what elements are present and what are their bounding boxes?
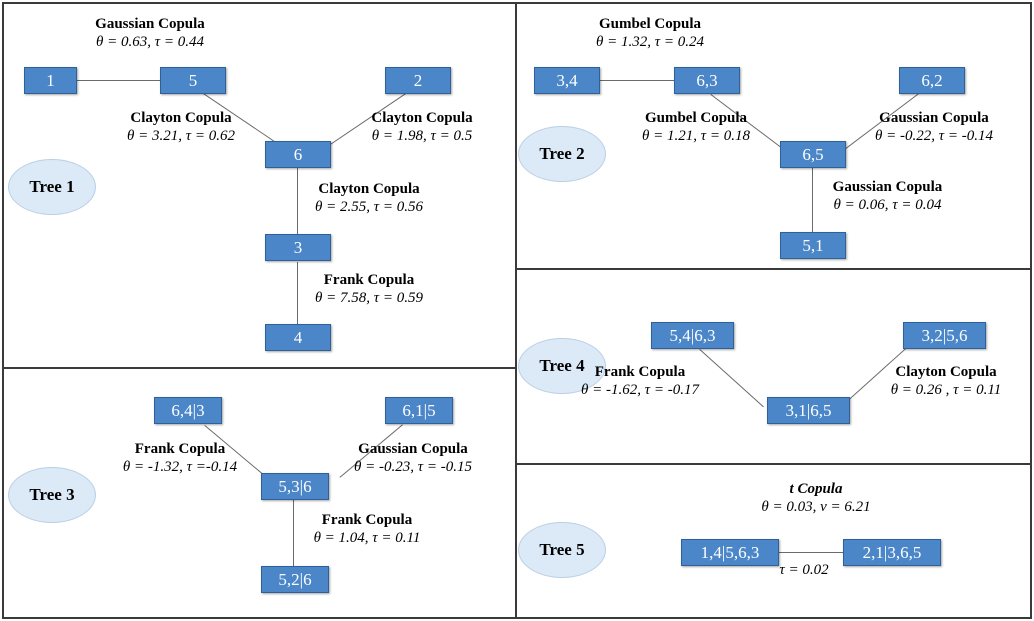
tree1-label-clayton-mid-title: Clayton Copula [318,181,420,197]
tree2-node-3-4[interactable]: 3,4 [534,67,600,94]
tree2-label-gaussian-mid-title: Gaussian Copula [832,179,943,195]
divider-left-horizontal [2,367,517,369]
tree2-label-gaussian-right-params: θ = -0.22, τ = -0.14 [875,128,993,145]
tree1-node-1[interactable]: 1 [24,67,77,94]
tree1-edge-1-5 [76,80,162,81]
tree2-label-gumbel-left-title: Gumbel Copula [644,110,748,126]
tree3-node-6-1-5[interactable]: 6,1|5 [385,397,453,424]
tree2-label-gaussian-mid [790,179,985,214]
tree1-label-gaussian-title: Gaussian Copula [95,16,205,32]
tree1-label-frank-title: Frank Copula [323,272,415,288]
tree-badge-2: Tree 2 [518,126,606,182]
tree2-label-gaussian-mid-params: θ = 0.06, τ = 0.04 [833,197,942,214]
tree1-label-frank [274,272,464,307]
tree1-node-2[interactable]: 2 [385,67,451,94]
tree1-label-clayton-mid-params: θ = 2.55, τ = 0.56 [315,199,423,216]
tree5-label-tau: τ = 0.02 [779,562,829,578]
tree1-node-5[interactable]: 5 [160,67,226,94]
tree2-node-6-3[interactable]: 6,3 [674,67,740,94]
tree2-label-gaussian-right-title: Gaussian Copula [879,110,989,126]
tree2-label-gumbel-top [555,16,745,51]
tree-badge-5: Tree 5 [518,522,606,578]
tree1-label-clayton-left-title: Clayton Copula [130,110,232,126]
tree1-label-frank-params: θ = 7.58, τ = 0.59 [315,290,423,307]
frame-left [2,2,4,619]
tree4-node-5-4-6-3[interactable]: 5,4|6,3 [651,322,734,349]
tree-badge-4: Tree 4 [518,338,606,394]
tree4-label-frank-title: Frank Copula [594,364,686,380]
frame-right [1030,2,1032,619]
tree3-label-frank-left-params: θ = -1.32, τ =-0.14 [122,459,238,476]
tree1-node-3[interactable]: 3 [265,234,331,261]
tree5-node-1-4-5-6-3[interactable]: 1,4|5,6,3 [681,539,779,566]
tree3-label-frank-mid-title: Frank Copula [321,512,413,528]
tree3-label-frank-left [85,441,275,476]
tree2-node-6-5[interactable]: 6,5 [780,141,846,168]
frame-top [2,2,1032,4]
tree5-node-2-1-3-6-5[interactable]: 2,1|3,6,5 [843,539,941,566]
tree2-node-5-1[interactable]: 5,1 [780,232,846,259]
tree1-label-gaussian [50,16,250,51]
tree1-label-clayton-right-params: θ = 1.98, τ = 0.5 [371,128,473,145]
tree1-node-6[interactable]: 6 [265,141,331,168]
tree4-label-clayton-params: θ = 0.26 , τ = 0.11 [890,382,1002,399]
tree2-label-gumbel-left-params: θ = 1.21, τ = 0.18 [642,128,750,145]
tree5-label-t-copula [716,481,916,516]
tree-badge-3: Tree 3 [8,467,96,523]
divider-right-horizontal-2 [515,463,1032,465]
divider-right-horizontal-1 [515,268,1032,270]
tree5-label-t-copula-title: t Copula [789,481,843,497]
tree2-edge-34-63 [600,80,674,81]
tree2-label-gumbel-top-params: θ = 1.32, τ = 0.24 [596,34,704,51]
tree4-node-3-2-5-6[interactable]: 3,2|5,6 [903,322,986,349]
tree2-label-gumbel-top-title: Gumbel Copula [598,16,702,32]
tree4-label-clayton [856,364,1034,399]
tree5-label-t-copula-params: θ = 0.03, ν = 6.21 [761,499,871,516]
frame-bottom [2,617,1032,619]
tree1-label-clayton-right-title: Clayton Copula [371,110,473,126]
tree2-label-gaussian-right [838,110,1030,145]
tree1-label-clayton-mid [274,181,464,216]
tree1-label-clayton-right [327,110,517,145]
divider-vertical-center [515,2,517,619]
tree3-label-gaussian-right-params: θ = -0.23, τ = -0.15 [354,459,472,476]
tree1-label-gaussian-params: θ = 0.63, τ = 0.44 [96,34,204,51]
tree1-label-clayton-left-params: θ = 3.21, τ = 0.62 [127,128,235,145]
tree3-label-frank-mid [272,512,462,547]
tree3-label-gaussian-right [318,441,508,476]
tree4-label-clayton-title: Clayton Copula [895,364,997,380]
tree1-node-4[interactable]: 4 [265,324,331,351]
tree4-node-3-1-6-5[interactable]: 3,1|6,5 [767,397,850,424]
tree4-label-frank-params: θ = -1.62, τ = -0.17 [581,382,699,399]
tree2-node-6-2[interactable]: 6,2 [899,67,965,94]
tree3-label-frank-left-title: Frank Copula [134,441,226,457]
tree1-label-clayton-left [84,110,278,145]
tree3-node-6-4-3[interactable]: 6,4|3 [154,397,222,424]
tree3-node-5-2-6[interactable]: 5,2|6 [261,566,329,593]
tree3-label-frank-mid-params: θ = 1.04, τ = 0.11 [313,530,421,547]
tree-badge-1: Tree 1 [8,159,96,215]
tree2-label-gumbel-left [601,110,791,145]
tree4-label-frank [520,364,760,399]
tree3-label-gaussian-right-title: Gaussian Copula [358,441,468,457]
tree3-node-5-3-6[interactable]: 5,3|6 [261,473,329,500]
